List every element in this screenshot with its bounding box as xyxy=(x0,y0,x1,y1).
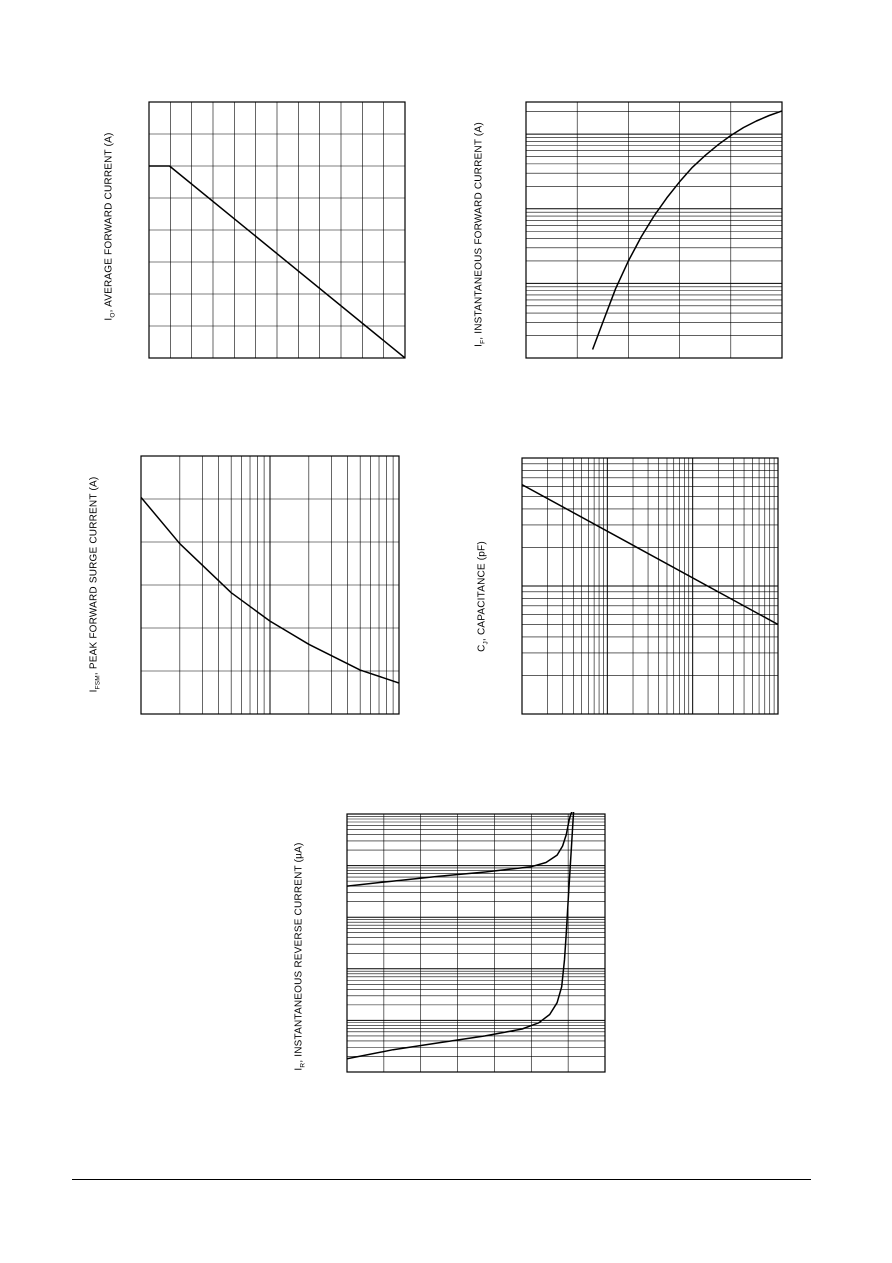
chart5-ylabel: $I_R$, INSTANTANEOUS REVERSE CURRENT (µA) xyxy=(293,842,307,1071)
chart5-series-2-line xyxy=(347,810,574,1059)
chart2-ylabel: $I_F$, INSTANTANEOUS FORWARD CURRENT (A) xyxy=(473,122,487,347)
chart1 xyxy=(149,102,405,358)
chart4-ylabel: $C_J$, CAPACITANCE (pF) xyxy=(476,541,490,652)
chart4-series-1-line xyxy=(522,485,778,625)
chart2-frame xyxy=(526,102,782,358)
chart2-series-1-line xyxy=(593,111,782,350)
chart5 xyxy=(347,810,605,1072)
chart3 xyxy=(141,456,399,714)
chart1-ylabel: $I_O$, AVERAGE FORWARD CURRENT (A) xyxy=(103,132,117,321)
footer-rule xyxy=(72,1179,811,1180)
chart2 xyxy=(526,102,782,358)
chart3-ylabel: $I_{FSM}$, PEAK FORWARD SURGE CURRENT (A) xyxy=(88,476,102,693)
chart5-series-1-line xyxy=(347,810,573,886)
chart4 xyxy=(522,458,778,714)
